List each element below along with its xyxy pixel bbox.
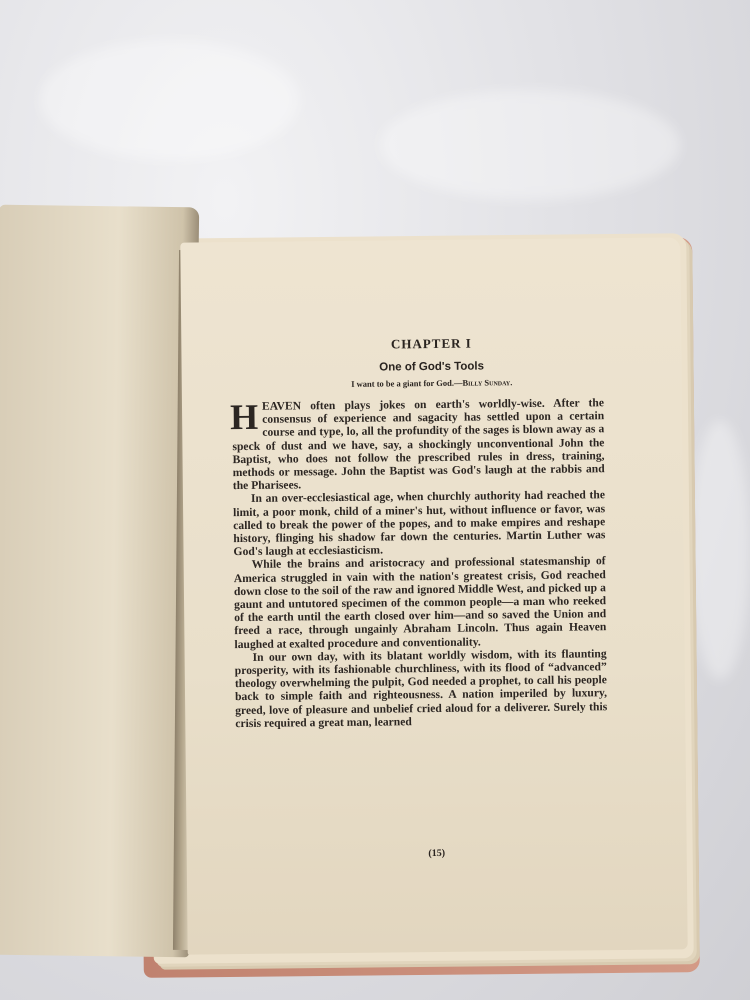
blanket-fold [40,40,300,160]
left-page [0,205,199,958]
paragraph: While the brains and aristocracy and professional statesmanship of America struggled in vain with the nation's greatest crisis, God reached down close to the soil of the raw and ignored Middle West, and picked up a gaunt and untutored specimen of the common people—a man who reeked of the earth until the earth closed over him—and so saved the Union and freed a race, through ungainly Abraham Lincoln. Thus again Heaven laughed at exalted procedure and conventionality. [233,554,607,651]
chapter-heading: CHAPTER I [390,335,472,352]
blanket-fold [690,420,750,680]
paragraph [229,396,605,493]
drop-cap: H [229,396,259,438]
body-text [229,396,608,730]
chapter-title: One of God's Tools [379,360,485,374]
paragraph: In an over-ecclesiastical age, when churchly authority had reached the limit, a poor monk, child of a miner's hut, without influence or favor, was called to break the power of the popes, and to make empires and reshape history, flinging his shadow far down the centuries. Martin Luther was God's laugh at ecclesiasticism. [233,488,606,559]
epigraph-quote: I want to be a giant for God.— [351,377,463,389]
epigraph [182,375,682,390]
right-page [180,237,687,954]
blanket-fold [380,90,680,200]
page-number: (15) [428,847,446,860]
paragraph-text: EAVEN often plays jokes on earth's worldly-wise. After the consensus of experience and sagacity has settled upon a certain course and type, lo, all the profundity of the sages is blown away as a speck of dust and we have, say, a shockingly unconventional John the Baptist, who does not follow the prescribed rules in dress, training, methods or message. John the Baptist was God's laugh at the rabbis and the Pharisees. [232,396,605,493]
epigraph-author: Billy Sunday. [462,377,513,388]
paragraph: In our own day, with its blatant worldly wisdom, with its flaunting prosperity, with its fashionable churchliness, with its flood of “advanced” theology overwhelming the pulpit, God needed a prophet, to call his people back to simple faith and righteousness. A nation imperiled by luxury, greed, love of pleasure and unbelief cried aloud for a deliverer. Surely this crisis required a great man, learned [234,647,608,730]
